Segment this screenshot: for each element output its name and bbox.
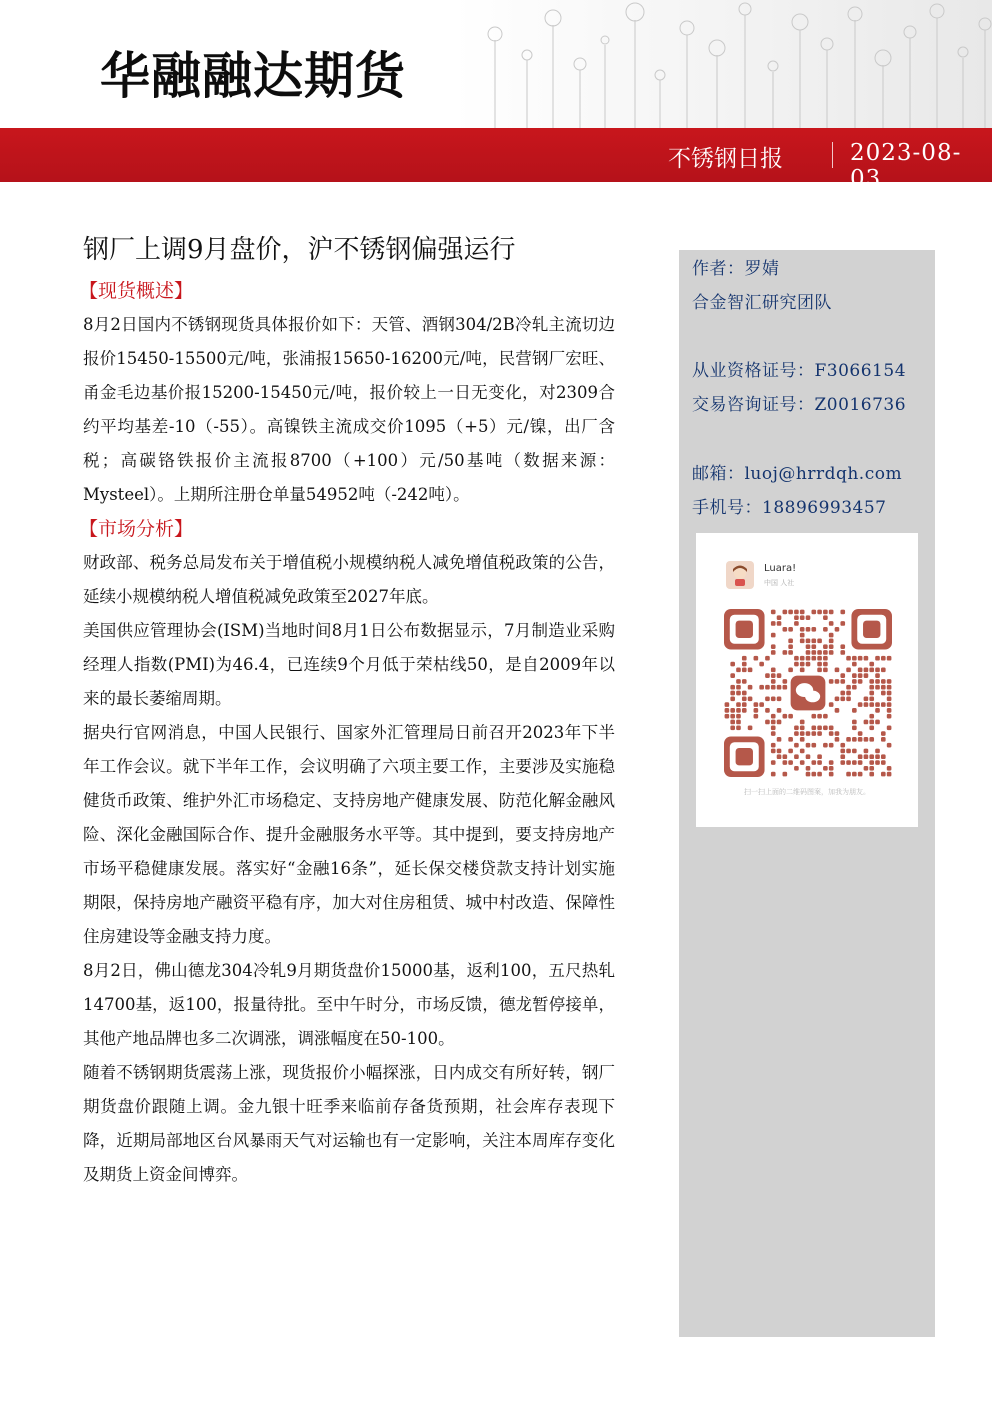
report-header bbox=[0, 0, 992, 128]
research-team: 合金智汇研究团队 bbox=[692, 293, 832, 313]
consulting-number: 交易咨询证号：Z0016736 bbox=[692, 395, 907, 415]
author-phone: 手机号：18896993457 bbox=[692, 498, 887, 518]
author-name: 作者：罗婧 bbox=[692, 259, 780, 279]
wechat-qr-code bbox=[724, 609, 892, 777]
paragraph: 8月2日国内不锈钢现货具体报价如下：天管、酒钢304/2B冷轧主流切边报价15450-15500元/吨，张浦报15650-16200元/吨，民营钢厂宏旺、甬金毛边基价报15200-15450元/吨，报价较上一日无变化，对2309合约平均基差-10（-55）。高镍铁主流成交价1095（+5）元/镍，出厂含税；高碳铬铁报价主流报8700（+100）元/50基吨（数据来源：Mysteel）。上期所注册仓单量54952吨（-242吨）。 bbox=[83, 315, 615, 504]
qualification-number: 从业资格证号：F3066154 bbox=[692, 361, 907, 381]
wechat-region: 中国 人社 bbox=[764, 579, 795, 587]
author-email[interactable]: 邮箱：luoj@hrrdqh.com bbox=[692, 464, 903, 484]
wechat-name: Luara! bbox=[764, 563, 797, 574]
title-bar bbox=[0, 128, 992, 182]
qr-hint-text: 扫一扫上面的二维码图案，加我为朋友。 bbox=[744, 788, 870, 796]
wechat-qr-card bbox=[696, 533, 918, 827]
section-heading-market-analysis: 【市场分析】 bbox=[79, 518, 194, 540]
paragraph: 据央行官网消息，中国人民银行、国家外汇管理局日前召开2023年下半年工作会议。就下半年工作，会议明确了六项主要工作，主要涉及实施稳健货币政策、维护外汇市场稳定、支持房地产健康发展、防范化解金融风险、深化金融国际合作、提升金融服务水平等。其中提到，要支持房地产市场平稳健康发展。落实好“金融16条”，延长保交楼贷款支持计划实施期限，保持房地产融资平稳有序，加大对住房租赁、城中村改造、保障性住房建设等金融支持力度。 bbox=[83, 723, 615, 946]
paragraph: 财政部、税务总局发布关于增值税小规模纳税人减免增值税政策的公告，延续小规模纳税人增值税减免政策至2027年底。 bbox=[83, 553, 615, 606]
title-bar-divider bbox=[832, 142, 833, 168]
avatar bbox=[726, 561, 754, 589]
decorative-circles-graphic bbox=[455, 0, 992, 128]
section-heading-spot-overview: 【现货概述】 bbox=[79, 280, 194, 302]
paragraph: 随着不锈钢期货震荡上涨，现货报价小幅探涨，日内成交有所好转，钢厂期货盘价跟随上调。金九银十旺季来临前存备货预期，社会库存表现下降，近期局部地区台风暴雨天气对运输也有一定影响，关注本周库存变化及期货上资金间博弈。 bbox=[83, 1063, 615, 1184]
paragraph: 美国供应管理协会(ISM)当地时间8月1日公布数据显示，7月制造业采购经理人指数(PMI)为46.4，已连续9个月低于荣枯线50，是自2009年以来的最长萎缩周期。 bbox=[83, 621, 615, 708]
brand-name: 华融融达期货 bbox=[100, 47, 406, 105]
report-type-label: 不锈钢日报 bbox=[668, 146, 783, 172]
report-date: 2023-08-03 bbox=[850, 140, 962, 192]
article-title: 钢厂上调9月盘价，沪不锈钢偏强运行 bbox=[83, 235, 516, 265]
paragraph: 8月2日，佛山德龙304冷轧9月期货盘价15000基，返利100，五尺热轧14700基，返100，报量待批。至中午时分，市场反馈，德龙暂停接单，其他产地品牌也多二次调涨，调涨幅度在50-100。 bbox=[83, 961, 615, 1048]
avatar-girl-icon bbox=[729, 564, 751, 586]
article-body bbox=[79, 232, 615, 1192]
